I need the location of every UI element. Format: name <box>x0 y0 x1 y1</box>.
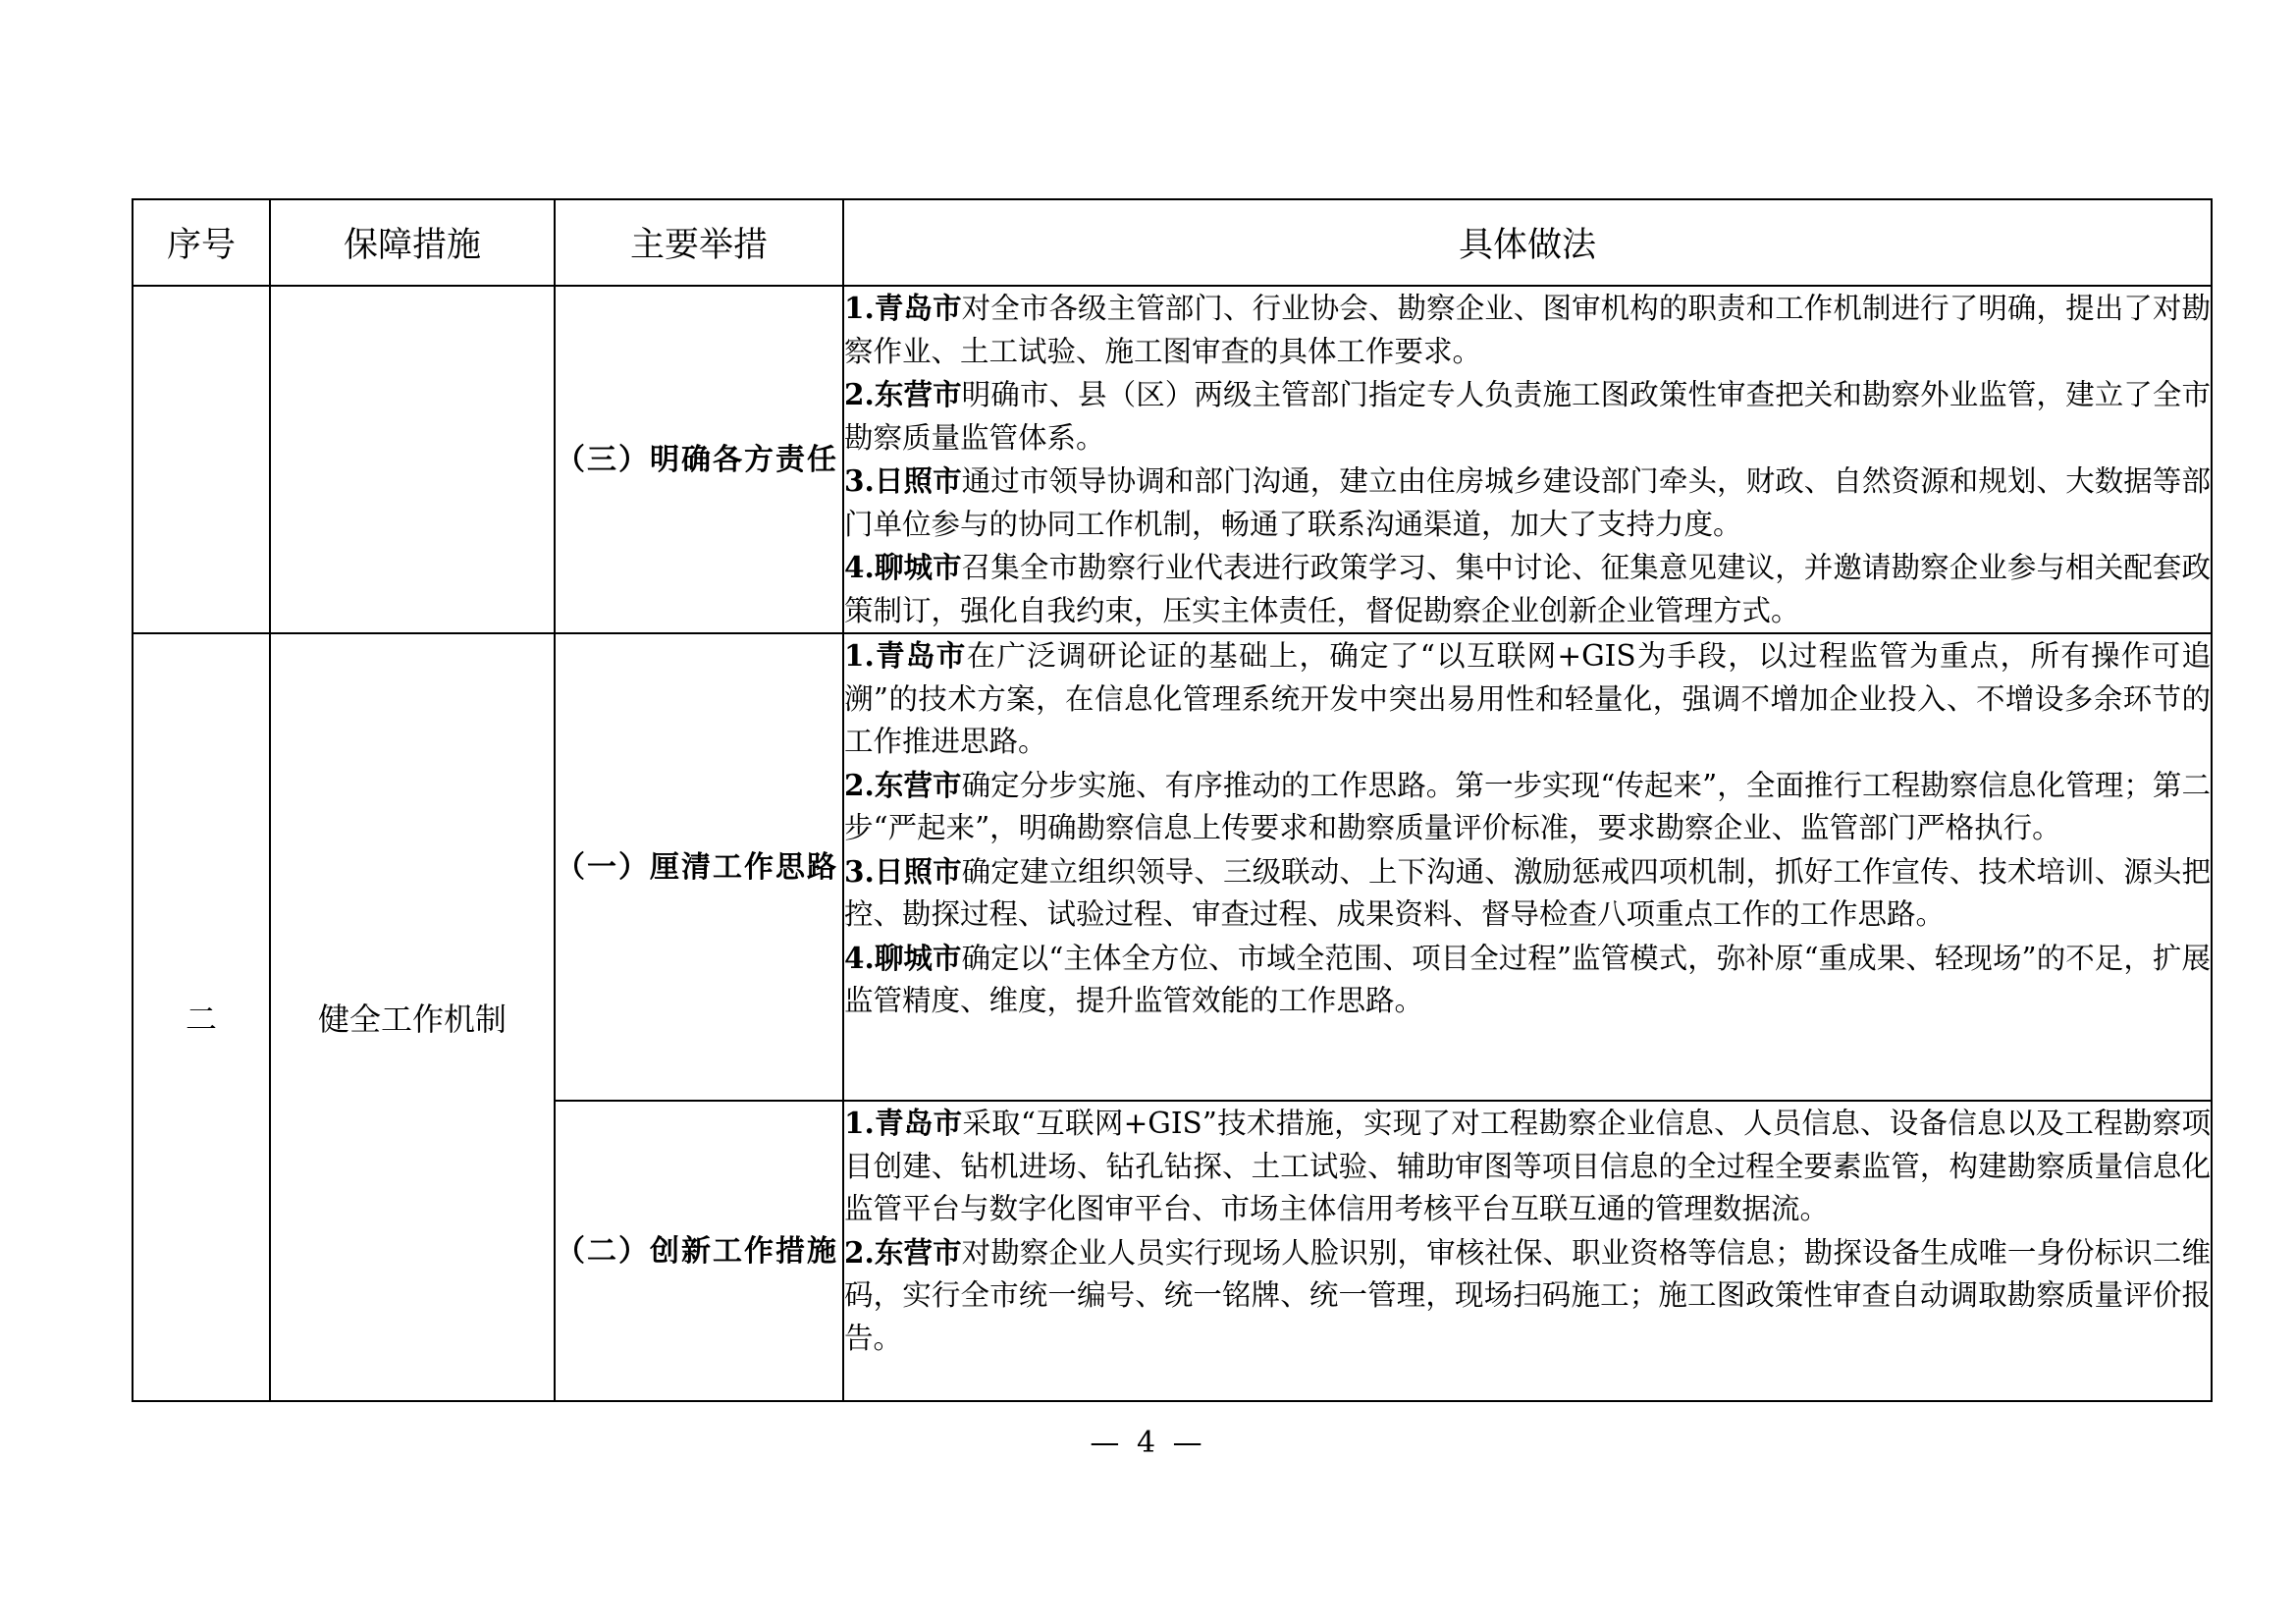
item-text: 确定分步实施、有序推动的工作思路。第一步实现“传起来”，全面推行工程勘察信息化管理；第二步“严起来”，明确勘察信息上传要求和勘察质量评价标准，要求勘察企业、监管部门严格执行。 <box>844 768 2211 844</box>
item-text: 明确市、县（区）两级主管部门指定专人负责施工图政策性审查把关和勘察外业监管，建立了全市勘察质量监管体系。 <box>844 378 2211 455</box>
city-name: 日照市 <box>874 463 962 498</box>
item-number: 4. <box>844 940 875 975</box>
item-number: 2. <box>844 1234 875 1270</box>
item-number: 2. <box>844 377 875 411</box>
table-row <box>133 286 2212 633</box>
header-serial: 序号 <box>133 199 270 286</box>
item-number: 2. <box>844 767 875 802</box>
practice-item <box>844 1102 2211 1231</box>
measure-cell: （一）厘清工作思路 <box>555 633 843 1101</box>
item-text: 对全市各级主管部门、行业协会、勘察企业、图审机构的职责和工作机制进行了明确，提出了对勘察作业、土工试验、施工图审查的具体工作要求。 <box>844 292 2211 368</box>
practice-item <box>844 850 2211 937</box>
item-text: 通过市领导协调和部门沟通，建立由住房城乡建设部门牵头，财政、自然资源和规划、大数据等部门单位参与的协同工作机制，畅通了联系沟通渠道，加大了支持力度。 <box>844 464 2211 541</box>
header-measure: 主要举措 <box>555 199 843 286</box>
item-text: 在广泛调研论证的基础上，确定了“以互联网+GIS为手段，以过程监管为重点，所有操作可追溯”的技术方案，在信息化管理系统开发中突出易用性和轻量化，强调不增加企业投入、不增设多余环节的工作推进思路。 <box>844 639 2211 758</box>
header-practice: 具体做法 <box>843 199 2212 286</box>
item-text: 采取“互联网+GIS”技术措施，实现了对工程勘察企业信息、人员信息、设备信息以及工程勘察项目创建、钻机进场、钻孔钻探、土工试验、辅助审图等项目信息的全过程全要素监管，构建勘察质量信息化监管平台与数字化图审平台、市场主体信用考核平台互联互通的管理数据流。 <box>844 1107 2211 1225</box>
table-header-row <box>133 199 2212 286</box>
measures-table <box>132 198 2213 1402</box>
page-number: — 4 — <box>1090 1426 1206 1460</box>
practice-cell <box>843 1101 2212 1401</box>
practice-item <box>844 373 2211 460</box>
practice-item <box>844 1231 2211 1361</box>
header-safeguard: 保障措施 <box>270 199 555 286</box>
safeguard-cell <box>270 286 555 633</box>
practice-cell <box>843 286 2212 633</box>
practice-item <box>844 546 2211 632</box>
city-name: 青岛市 <box>874 638 967 673</box>
serial-cell <box>133 286 270 633</box>
practice-item <box>844 287 2211 373</box>
item-number: 3. <box>844 853 875 889</box>
safeguard-cell: 健全工作机制 <box>270 633 555 1401</box>
city-name: 日照市 <box>874 853 962 889</box>
city-name: 东营市 <box>874 1234 962 1270</box>
practice-cell <box>843 633 2212 1101</box>
serial-cell: 二 <box>133 633 270 1401</box>
practice-item <box>844 764 2211 850</box>
item-text: 确定以“主体全方位、市域全范围、项目全过程”监管模式，弥补原“重成果、轻现场”的不足，扩展监管精度、维度，提升监管效能的工作思路。 <box>844 941 2211 1017</box>
city-name: 东营市 <box>874 377 962 411</box>
item-text: 确定建立组织领导、三级联动、上下沟通、激励惩戒四项机制，抓好工作宣传、技术培训、源头把控、勘探过程、试验过程、审查过程、成果资料、督导检查八项重点工作的工作思路。 <box>844 854 2211 931</box>
practice-item <box>844 460 2211 546</box>
city-name: 青岛市 <box>874 1106 963 1140</box>
table-row <box>133 633 2212 1101</box>
practice-item <box>844 937 2211 1023</box>
item-text: 召集全市勘察行业代表进行政策学习、集中讨论、征集意见建议，并邀请勘察企业参与相关配套政策制订，强化自我约束，压实主体责任，督促勘察企业创新企业管理方式。 <box>844 551 2211 627</box>
item-number: 1. <box>844 1106 875 1140</box>
city-name: 青岛市 <box>874 291 962 325</box>
city-name: 东营市 <box>874 767 962 802</box>
item-text: 对勘察企业人员实行现场人脸识别，审核社保、职业资格等信息；勘探设备生成唯一身份标识二维码，实行全市统一编号、统一铭牌、统一管理，现场扫码施工；施工图政策性审查自动调取勘察质量评价报告。 <box>844 1235 2211 1355</box>
item-number: 1. <box>844 638 875 673</box>
item-number: 3. <box>844 463 875 498</box>
practice-item <box>844 634 2211 764</box>
measure-cell: （三）明确各方责任 <box>555 286 843 633</box>
item-number: 1. <box>844 291 875 325</box>
city-name: 聊城市 <box>874 550 962 584</box>
item-number: 4. <box>844 550 875 584</box>
measure-cell: （二）创新工作措施 <box>555 1101 843 1401</box>
city-name: 聊城市 <box>874 940 962 975</box>
